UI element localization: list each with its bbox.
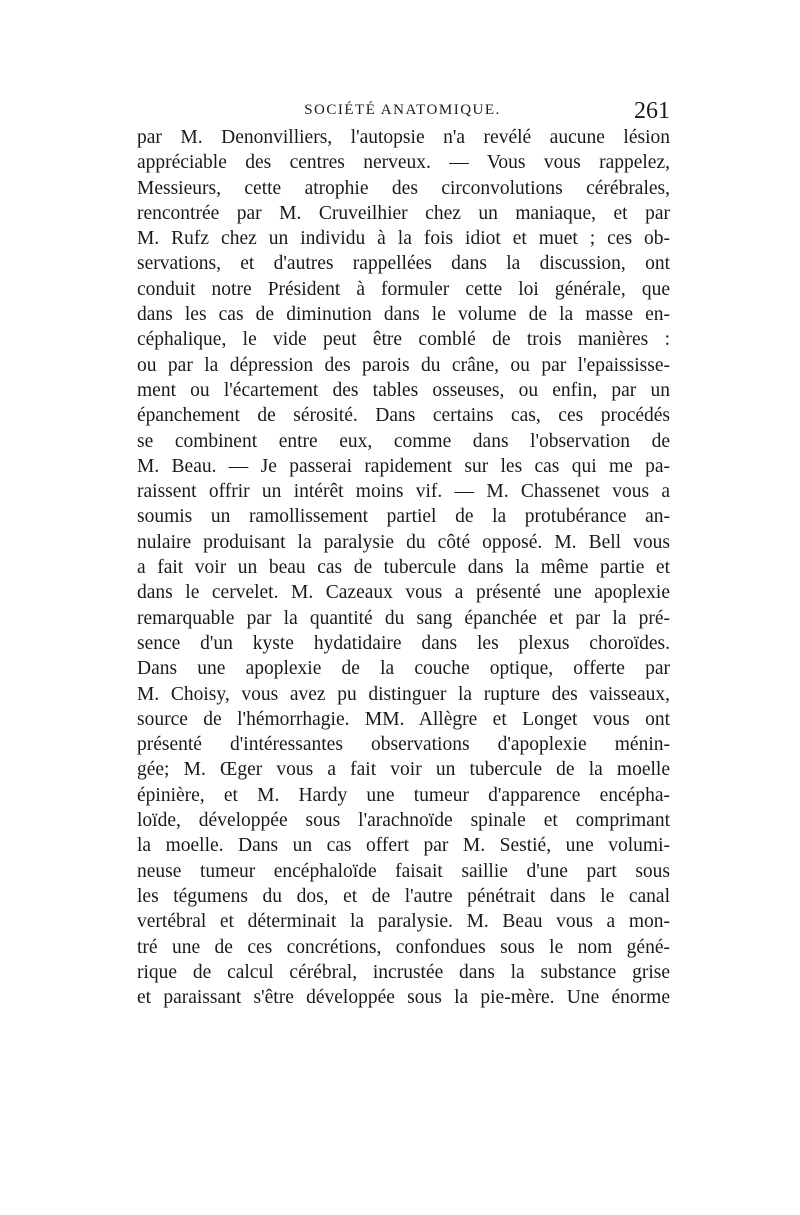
running-head [135, 100, 670, 126]
text-line: a fait voir un beau cas de tubercule dans la même partie et [137, 557, 670, 579]
text-line: servations, et d'autres rappellées dans la discussion, ont [137, 253, 670, 275]
text-line: et paraissant s'être développée sous la pie-mère. Une énorme [137, 987, 670, 1009]
text-line: neuse tumeur encéphaloïde faisait saillie d'une part sous [137, 860, 670, 882]
text-line: rencontrée par M. Cruveilhier chez un maniaque, et par [137, 202, 670, 224]
text-line: sence d'un kyste hydatidaire dans les plexus choroïdes. [137, 632, 670, 654]
text-line: céphalique, le vide peut être comblé de trois manières : [137, 329, 670, 351]
text-line: se combinent entre eux, comme dans l'observation de [137, 430, 670, 452]
text-line: épanchement de sérosité. Dans certains cas, ces procédés [137, 405, 670, 427]
text-line: M. Choisy, vous avez pu distinguer la rupture des vaisseaux, [137, 683, 670, 705]
text-line: épinière, et M. Hardy une tumeur d'apparence encépha- [137, 784, 670, 806]
body-text [137, 125, 670, 1010]
text-line: présenté d'intéressantes observations d'apoplexie ménin- [137, 734, 670, 756]
text-line: par M. Denonvilliers, l'autopsie n'a revélé aucune lésion [137, 127, 670, 148]
text-line: soumis un ramollissement partiel de la protubérance an- [137, 506, 670, 528]
text-line: la moelle. Dans un cas offert par M. Sestié, une volumi- [137, 835, 670, 857]
text-line: conduit notre Président à formuler cette loi générale, que [137, 278, 670, 300]
text-line: source de l'hémorrhagie. MM. Allègre et Longet vous ont [137, 708, 670, 730]
text-line: raissent offrir un intérêt moins vif. — M. Chassenet vous a [137, 481, 670, 503]
text-line: dans le cervelet. M. Cazeaux vous a présenté une apoplexie [137, 582, 670, 604]
text-line: M. Beau. — Je passerai rapidement sur les cas qui me pa- [137, 455, 670, 477]
page-number: 261 [634, 98, 670, 124]
text-line: vertébral et déterminait la paralysie. M. Beau vous a mon- [137, 911, 670, 933]
text-line: ou par la dépression des parois du crâne, ou par l'epaississe- [137, 354, 670, 376]
text-line: gée; M. Œger vous a fait voir un tubercule de la moelle [137, 759, 670, 781]
running-title: SOCIÉTÉ ANATOMIQUE. [304, 102, 501, 118]
text-line: tré une de ces concrétions, confondues sous le nom géné- [137, 936, 670, 958]
text-line: dans les cas de diminution dans le volume de la masse en- [137, 304, 670, 326]
text-line: rique de calcul cérébral, incrustée dans la substance grise [137, 961, 670, 983]
text-line: appréciable des centres nerveux. — Vous vous rappelez, [137, 152, 670, 174]
text-line: nulaire produisant la paralysie du côté opposé. M. Bell vous [137, 531, 670, 553]
text-line: les tégumens du dos, et de l'autre pénétrait dans le canal [137, 885, 670, 907]
text-line: Dans une apoplexie de la couche optique, offerte par [137, 658, 670, 680]
text-line: ment ou l'écartement des tables osseuses, ou enfin, par un [137, 379, 670, 401]
text-line: remarquable par la quantité du sang épanchée et par la pré- [137, 607, 670, 629]
text-line: M. Rufz chez un individu à la fois idiot et muet ; ces ob- [137, 228, 670, 250]
text-line: loïde, développée sous l'arachnoïde spinale et comprimant [137, 810, 670, 832]
text-line: Messieurs, cette atrophie des circonvolutions cérébrales, [137, 177, 670, 199]
